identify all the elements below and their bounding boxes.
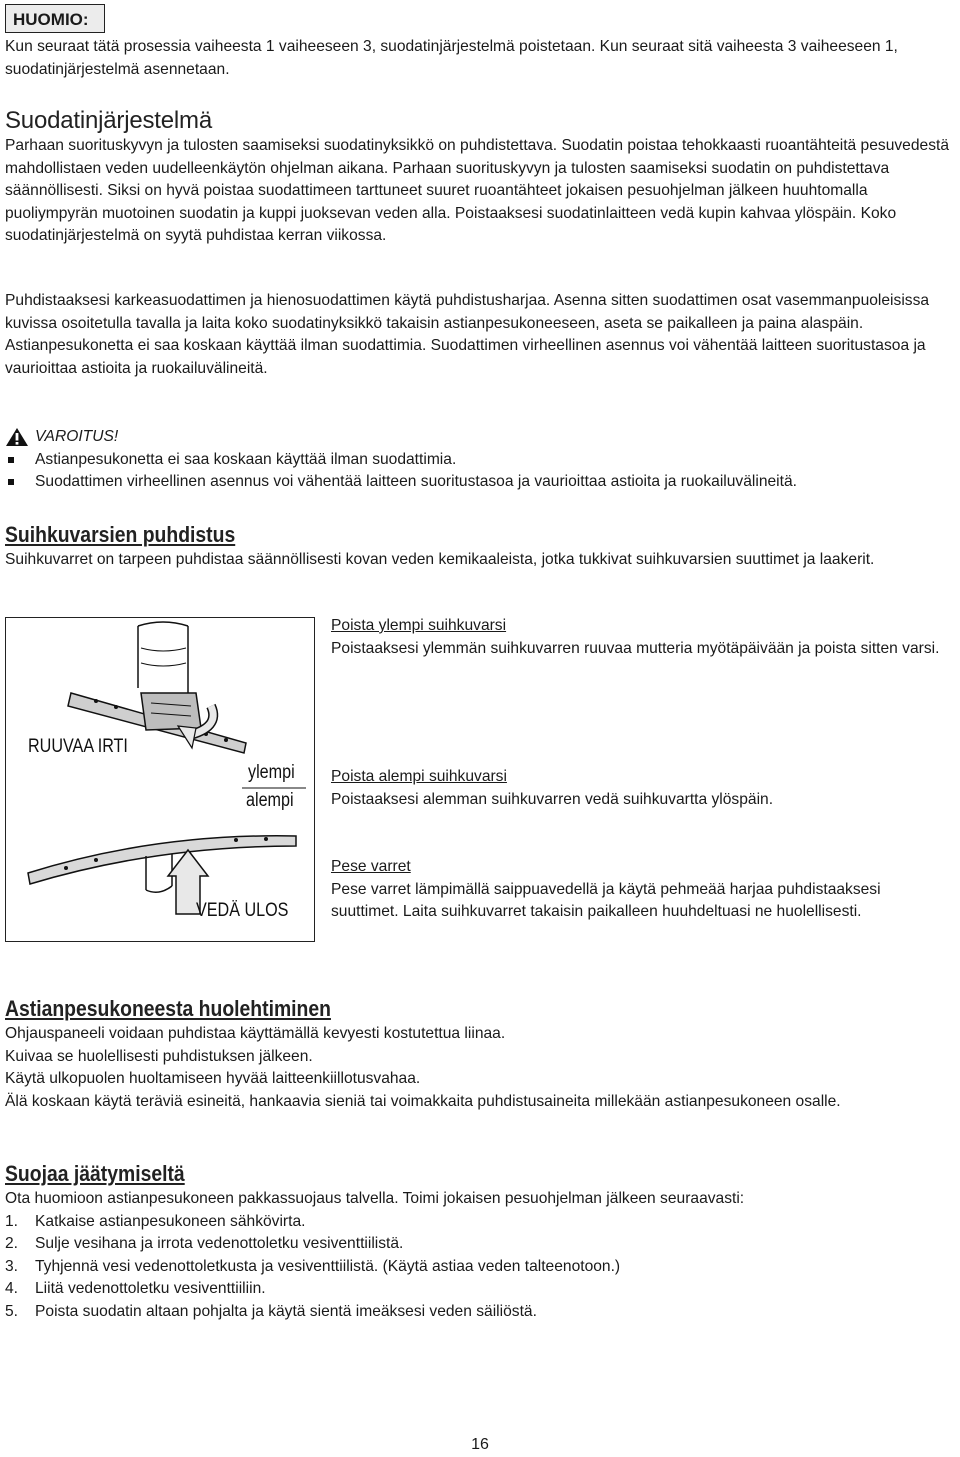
- care-line: Kuivaa se huolellisesti puhdistuksen jälkeen.: [5, 1047, 313, 1065]
- spray-heading: Suihkuvarsien puhdistus: [5, 522, 236, 547]
- spray-intro: Suihkuvarret on tarpeen puhdistaa säännöllisesti kovan veden kemikaaleista, jotka tukkivat suihkuvarsien suuttimet ja laakerit.: [5, 551, 875, 568]
- spray-section: [5, 521, 955, 572]
- step-text: Tyhjennä vesi vedenottoletkusta ja vesiventtiilistä. (Käytä astiaa veden talteenotoon.): [35, 1257, 621, 1275]
- spray-arm-illustration: [5, 617, 315, 942]
- filter-heading: Suodatinjärjestelmä: [5, 107, 212, 134]
- label-upper: ylempi: [248, 762, 295, 783]
- frost-intro: Ota huomioon astianpesukoneen pakkassuojaus talvella. Toimi jokaisen pesuohjelman jälkeen seuraavasti:: [5, 1190, 745, 1207]
- upper-arm-title: Poista ylempi suihkuvarsi: [331, 617, 507, 634]
- frost-step: [5, 1211, 955, 1234]
- upper-arm-instructions: [331, 615, 956, 660]
- frost-step: [5, 1256, 955, 1279]
- warning-triangle-icon: [5, 427, 29, 447]
- label-unscrew: RUUVAA IRTI: [28, 736, 128, 757]
- warning-section: [5, 426, 955, 494]
- filter-section-2: [5, 290, 955, 380]
- step-number: 1.: [5, 1212, 19, 1230]
- filter-paragraph-1: Parhaan suorituskyvyn ja tulosten saamiseksi suodatinyksikkö on puhdistettava. Suodatin poistaa tehokkaasti ruoantähteitä pesuvedestä mahdollistaen veden uudelleenkäytön ohjelman aikana. Parhaan suorituskyvyn ja tulosten saamiseksi suodatin on puhdistettava säännöllisesti. Siksi on hyvä poistaa suodattimeen tarttuneet suuret ruoantähteet jokaisen pesuohjelman jälkeen huuhtomalla puoliympyrän muotoinen suodatin ja kuppi juoksevan veden alla. Poistaaksesi suodatinlaitteen vedä kupin kahvaa ylöspäin. Koko suodatinjärjestelmä on syytä puhdistaa kerran viikossa.: [5, 137, 949, 244]
- frost-heading: Suojaa jäätymiseltä: [5, 1161, 185, 1186]
- care-line: Älä koskaan käytä teräviä esineitä, hankaavia sieniä tai voimakkaita puhdistusaineita millekään astianpesukoneen osalle.: [5, 1092, 841, 1110]
- step-number: 4.: [5, 1280, 19, 1297]
- note-text: [5, 36, 955, 81]
- warning-list: [5, 449, 955, 494]
- warning-header: [5, 426, 955, 449]
- filter-section: [5, 107, 955, 248]
- frost-section: [5, 1160, 955, 1323]
- wash-arms-text: Pese varret lämpimällä saippuavedellä ja käytä pehmeää harjaa puhdistaaksesi suuttimet. Laita suihkuvarret takaisin paikalleen huuhdeltuasi ne huolellisesti.: [331, 880, 881, 920]
- lower-arm-title: Poista alempi suihkuvarsi: [331, 768, 507, 785]
- care-line: Ohjauspaneeli voidaan puhdistaa käyttämällä kevyesti kostutettua liinaa.: [5, 1025, 506, 1042]
- lower-arm-instructions: [331, 766, 956, 811]
- step-text: Katkaise astianpesukoneen sähkövirta.: [35, 1212, 306, 1230]
- filter-paragraph-3: Astianpesukonetta ei saa koskaan käyttää ilman suodattimia. Suodattimen virheellinen asennus voi vähentää laitteen suoritustasoa ja vaurioittaa astioita ja ruokailuvälineitä.: [5, 337, 926, 377]
- frost-step: [5, 1233, 955, 1256]
- care-heading: Astianpesukoneesta huolehtiminen: [5, 996, 331, 1021]
- step-text: Liitä vedenottoletku vesiventtiiliin.: [35, 1280, 266, 1297]
- warning-title: VAROITUS!: [35, 428, 119, 445]
- frost-step: [5, 1278, 955, 1301]
- filter-paragraph-2: Puhdistaaksesi karkeasuodattimen ja hienosuodattimen käytä puhdistusharjaa. Asenna sitten suodattimen osat vasemmanpuoleisissa kuvissa osoitetulla tavalla ja laita koko suodatinyksikkö takaisin astianpesukoneeseen, aseta se paikalleen ja paina alaspäin.: [5, 292, 930, 332]
- upper-arm-text: Poistaaksesi ylemmän suihkuvarren ruuvaa mutteria myötäpäivään ja poista sitten varsi.: [331, 639, 940, 657]
- page-number: 16: [471, 1436, 489, 1453]
- label-pull: VEDÄ ULOS: [196, 900, 289, 921]
- wash-arms-instructions: [331, 856, 931, 924]
- care-section: [5, 995, 955, 1113]
- warning-item: Astianpesukonetta ei saa koskaan käyttää ilman suodattimia.: [5, 449, 955, 472]
- step-text: Poista suodatin altaan pohjalta ja käytä sientä imeäksesi veden säiliöstä.: [35, 1302, 537, 1320]
- frost-step: [5, 1301, 955, 1324]
- note-paragraph: Kun seuraat tätä prosessia vaiheesta 1 vaiheeseen 3, suodatinjärjestelmä poistetaan. Kun seuraat sitä vaiheesta 3 vaiheeseen 1, suodatinjärjestelmä asennetaan.: [5, 38, 898, 78]
- note-label: HUOMIO:: [5, 4, 105, 33]
- frost-steps: [5, 1211, 955, 1324]
- care-line: Käytä ulkopuolen huoltamiseen hyvää laitteenkiillotusvahaa.: [5, 1070, 421, 1087]
- lower-arm-text: Poistaaksesi alemman suihkuvarren vedä suihkuvartta ylöspäin.: [331, 790, 774, 808]
- step-number: 5.: [5, 1302, 19, 1320]
- warning-item: Suodattimen virheellinen asennus voi vähentää laitteen suoritustasoa ja vaurioittaa astioita ja ruokailuvälineitä.: [5, 471, 955, 494]
- step-text: Sulje vesihana ja irrota vedenottoletku vesiventtiilistä.: [35, 1235, 404, 1252]
- label-lower: alempi: [246, 790, 294, 811]
- wash-arms-title: Pese varret: [331, 858, 411, 875]
- step-number: 3.: [5, 1257, 19, 1275]
- step-number: 2.: [5, 1235, 19, 1252]
